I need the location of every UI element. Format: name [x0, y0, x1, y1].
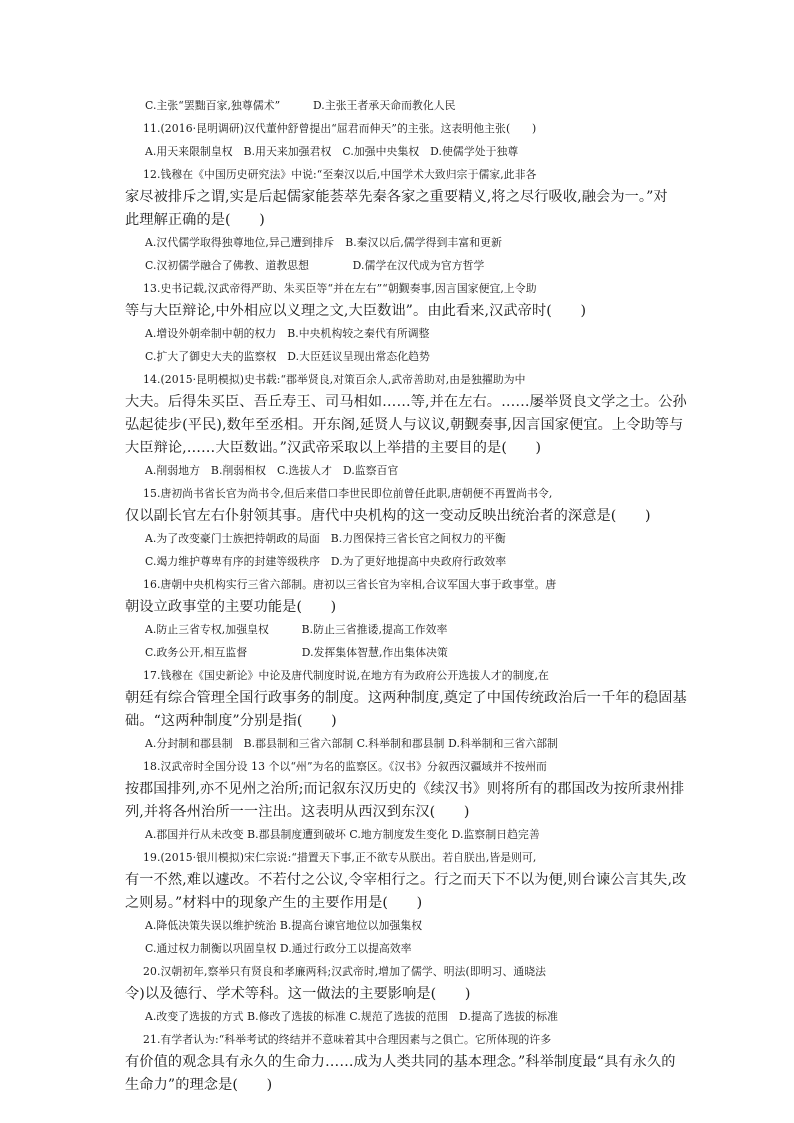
q17-stem-line-2: 朝廷有综合管理全国行政事务的制度。这两种制度,奠定了中国传统政治后一千年的稳固基	[125, 690, 687, 706]
q21-stem-line-3: 生命力”的理念是( )	[125, 1077, 273, 1093]
q21-stem-line-2: 有价值的观念具有永久的生命力……成为人类共同的基本理念。”科举制度最“具有永久的	[125, 1054, 676, 1070]
q12-option-cd: C.汉初儒学融合了佛教、道教思想 D.儒学在汉代成为官方哲学	[145, 259, 485, 272]
q16-stem-line-1: 16.唐朝中央机构实行三省六部制。唐初以三省长官为宰相,合议军国大事于政事堂。唐	[143, 578, 557, 591]
q18-stem-line-3: 列,并将各州治所一一注出。这表明从西汉到东汉( )	[125, 804, 470, 820]
q21-stem-line-1: 21.有学者认为:“科举考试的终结并不意味着其中合理因素与之俱亡。它所体现的许多	[143, 1033, 552, 1046]
q12-stem-line-1: 12.钱穆在《中国历史研究法》中说:“至秦汉以后,中国学术大致归宗于儒家,此非各	[143, 168, 537, 181]
q17-stem-line-1: 17.钱穆在《国史新论》中论及唐代制度时说,在地方有为政府公开选拔人才的制度,在	[143, 669, 549, 682]
q19-stem-line-1: 19.(2015·银川模拟)宋仁宗说:“措置天下事,正不欲专从朕出。若自朕出,皆是则可,	[143, 851, 537, 864]
q18-stem-line-1: 18.汉武帝时全国分设 13 个以“州”为名的监察区。《汉书》分叙西汉疆域并不按州而	[143, 760, 547, 773]
q20-options: A.改变了选拔的方式 B.修改了选拔的标准 C.规范了选拔的范围 D.提高了选拔的标准	[145, 1010, 559, 1023]
q12-option-ab: A.汉代儒学取得独尊地位,异己遭到排斥 B.秦汉以后,儒学得到丰富和更新	[145, 236, 502, 249]
q16-option-cd: C.政务公开,相互监督 D.发挥集体智慧,作出集体决策	[145, 646, 448, 659]
q18-options: A.郡国并行从未改变 B.郡县制度遭到破坏 C.地方制度发生变化 D.监察制日趋完善	[145, 828, 540, 841]
q15-option-ab: A.为了改变豪门士族把持朝政的局面 B.力图保持三省长官之间权力的平衡	[145, 532, 506, 545]
q12-stem-line-3: 此理解正确的是( )	[125, 212, 265, 228]
q17-options: A.分封制和郡县制 B.郡县制和三省六部制 C.科举制和郡县制 D.科举制和三省六部制	[145, 737, 559, 750]
q13-option-cd: C.扩大了御史大夫的监察权 D.大臣廷议呈现出常态化趋势	[145, 350, 430, 363]
q19-stem-line-3: 之则易。”材料中的现象产生的主要作用是( )	[125, 895, 423, 911]
q14-options: A.削弱地方 B.削弱相权 C.选拔人才 D.监察百官	[145, 464, 399, 477]
q15-stem-line-1: 15.唐初尚书省长官为尚书令,但后来借口李世民即位前曾任此职,唐朝便不再置尚书令,	[143, 487, 553, 500]
q15-option-cd: C.竭力维护尊卑有序的封建等级秩序 D.为了更好地提高中央政府行政效率	[145, 555, 507, 568]
q10-option-cd: C.主张“罢黜百家,独尊儒术” D.主张王者承天命而教化人民	[145, 99, 456, 112]
q19-option-ab: A.降低决策失误以维护统治 B.提高台谏官地位以加强集权	[145, 919, 423, 932]
q18-stem-line-2: 按郡国排列,亦不见州之治所;而记叙东汉历史的《续汉书》则将所有的郡国改为按所隶州排	[125, 781, 685, 797]
q13-stem-line-1: 13.史书记载,汉武帝得严助、朱买臣等“并在左右”“朝觐奏事,因言国家便宜,上令助	[143, 282, 537, 295]
q13-stem-line-2: 等与大臣辩论,中外相应以义理之文,大臣数诎”。由此看来,汉武帝时( )	[125, 303, 587, 319]
q19-stem-line-2: 有一不然,难以遽改。不若付之公议,令宰相行之。行之而天下不以为便,则台谏公言其失,改	[125, 872, 687, 888]
q14-stem-line-4: 大臣辩论,……大臣数诎。”汉武帝采取以上举措的主要目的是( )	[125, 440, 542, 456]
q14-stem-line-3: 弘起徒步(平民),数年至丞相。开东阁,延贤人与议议,朝觐奏事,因言国家便宜。上令助等与	[125, 417, 684, 433]
q20-stem-line-1: 20.汉朝初年,察举只有贤良和孝廉两科;汉武帝时,增加了儒学、明法(即明习、通晓法	[143, 965, 547, 978]
q11-options: A.用天来限制皇权 B.用天来加强君权 C.加强中央集权 D.使儒学处于独尊	[145, 145, 519, 158]
q14-stem-line-2: 大夫。后得朱买臣、吾丘寿王、司马相如……等,并在左右。……屡举贤良文学之士。公孙	[125, 394, 687, 410]
q12-stem-line-2: 家尽被排斥之谓,实是后起儒家能荟萃先秦各家之重要精义,将之尽行吸收,融会为一。”对	[125, 189, 668, 205]
q11-stem: 11.(2016·昆明调研)汉代董仲舒曾提出“屈君而伸天”的主张。这表明他主张( )	[143, 122, 537, 135]
q14-stem-line-1: 14.(2015·昆明模拟)史书载:“郡举贤良,对策百余人,武帝善助对,由是独擢助为中	[143, 373, 526, 386]
q16-stem-line-2: 朝设立政事堂的主要功能是( )	[125, 599, 337, 615]
q15-stem-line-2: 仅以副长官左右仆射领其事。唐代中央机构的这一变动反映出统治者的深意是( )	[125, 508, 651, 524]
q16-option-ab: A.防止三省专权,加强皇权 B.防止三省推诿,提高工作效率	[145, 623, 448, 636]
q13-option-ab: A.增设外朝牵制中朝的权力 B.中央机构较之秦代有所调整	[145, 327, 430, 340]
q19-option-cd: C.通过权力制衡以巩固皇权 D.通过行政分工以提高效率	[145, 942, 412, 955]
q20-stem-line-2: 令)以及德行、学术等科。这一做法的主要影响是( )	[125, 986, 471, 1002]
q17-stem-line-3: 础。“这两种制度”分别是指( )	[125, 713, 337, 729]
